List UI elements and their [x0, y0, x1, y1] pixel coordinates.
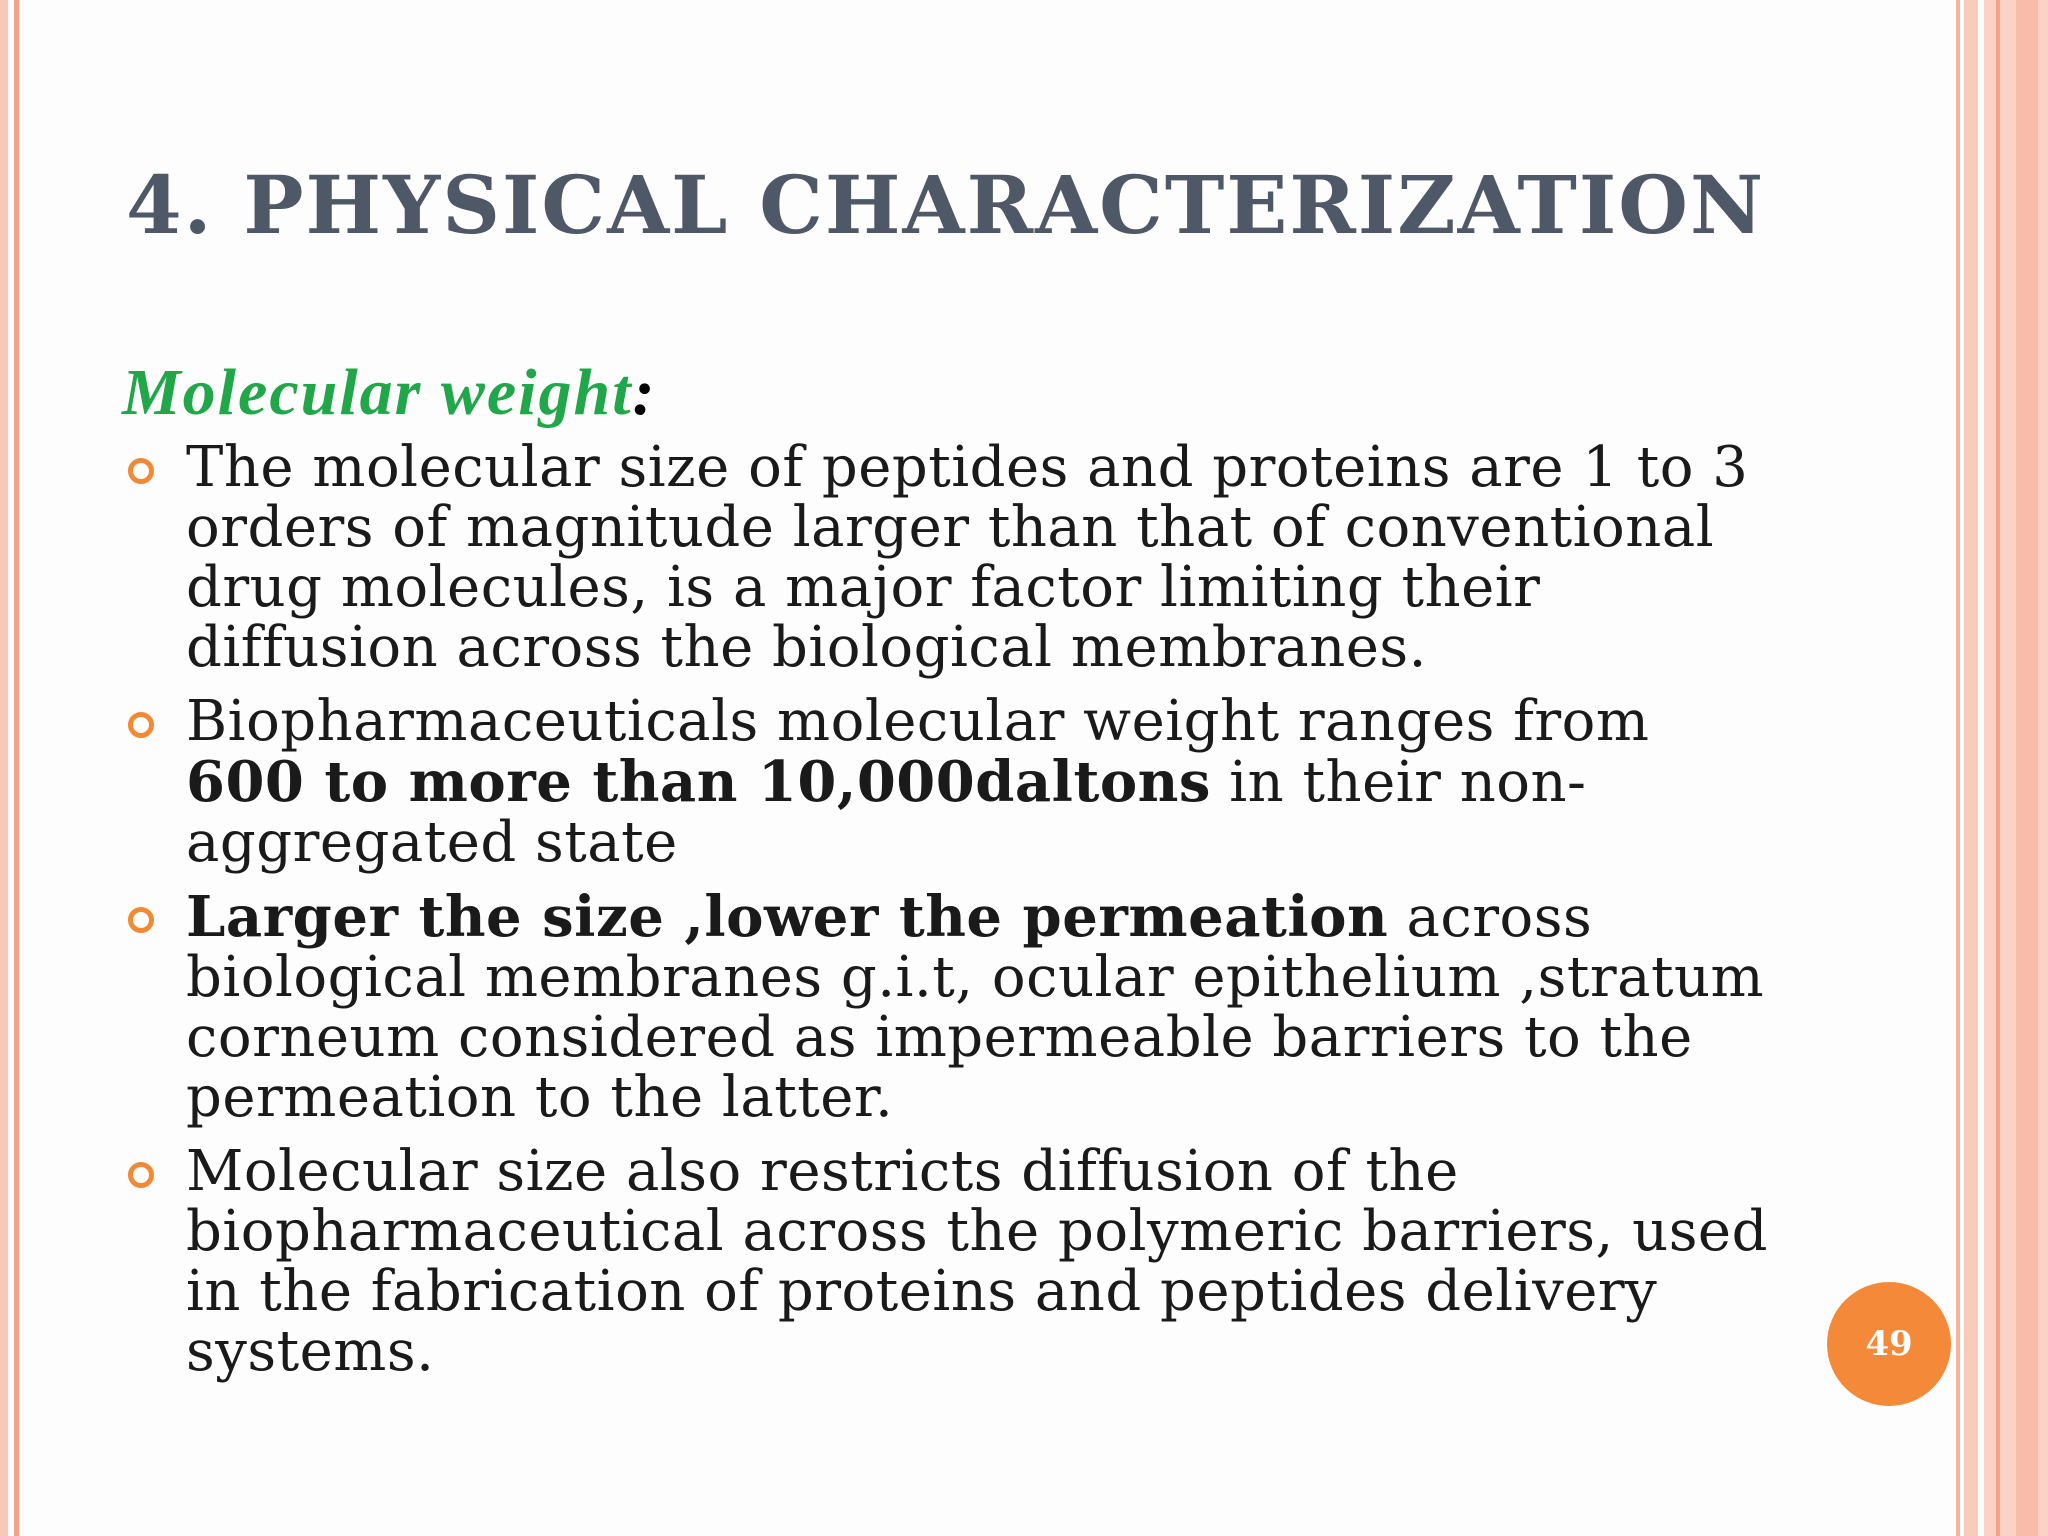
bullet-list: [128, 435, 1768, 1396]
bullet-circle-icon: [128, 458, 154, 484]
list-item: [128, 884, 1768, 1130]
bullet-text-continued: in their non-aggregated state: [186, 750, 1587, 875]
slide-title: 4. PHYSICAL CHARACTERIZATION: [126, 158, 1766, 252]
page-number-badge: [1827, 1282, 1951, 1406]
right-border-stripe: [1964, 0, 1978, 1536]
bullet-bold-text: 600 to more than 10,000daltons: [186, 749, 1211, 815]
bullet-circle-icon: [128, 712, 154, 738]
list-item: [128, 1139, 1768, 1384]
list-item: [128, 435, 1768, 680]
right-border-stripe: [1996, 0, 2000, 1536]
section-subheading: [122, 355, 657, 431]
bullet-text: Molecular size also restricts diffusion of the biopharmaceutical across the polymeric barriers, used in the fabrication of proteins and peptides delivery systems.: [186, 1139, 1768, 1384]
page-number: 49: [1865, 1324, 1913, 1364]
list-item: [128, 689, 1768, 875]
left-border-line: [14, 0, 19, 1536]
subheading-colon: :: [632, 356, 657, 429]
bullet-circle-icon: [128, 907, 154, 933]
right-border-stripe: [2016, 0, 2038, 1536]
right-border-stripe: [1956, 0, 1960, 1536]
bullet-text: Biopharmaceuticals molecular weight ranges from: [186, 689, 1650, 754]
bullet-text-continued: across biological membranes g.i.t, ocular epithelium ,stratum corneum considered as impermeable barriers to the permeation to the latter.: [186, 885, 1765, 1130]
bullet-text: The molecular size of peptides and proteins are 1 to 3 orders of magnitude larger than that of conventional drug molecules, is a major factor limiting their diffusion across the biological membranes.: [186, 435, 1749, 680]
bullet-circle-icon: [128, 1162, 154, 1188]
bullet-bold-text: Larger the size ,lower the permeation: [186, 884, 1389, 950]
subheading-text: Molecular weight: [122, 356, 633, 429]
left-border-decoration: [0, 0, 8, 1536]
